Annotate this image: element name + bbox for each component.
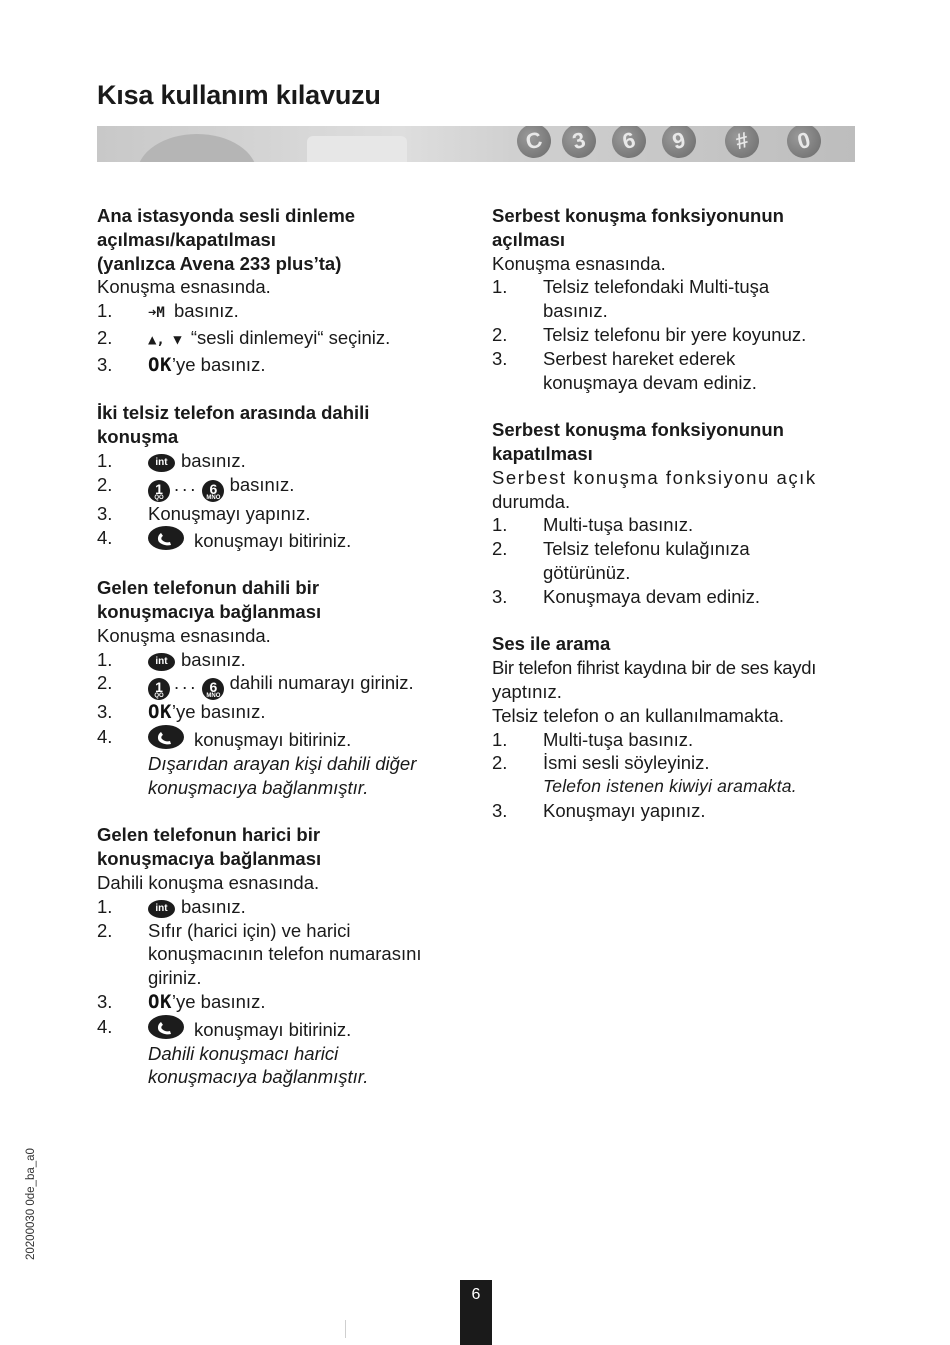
section-voice-dial	[492, 632, 857, 822]
left-column	[97, 204, 467, 1113]
list-item: 1. ➜M basınız.	[97, 300, 239, 322]
section-speaker-base	[97, 204, 467, 378]
key-1-icon: 1 QO	[148, 480, 170, 502]
list-item: 2. Telsiz telefonu kulağınıza götürünüz.	[492, 538, 750, 583]
section-intro: Serbest konuşma fonksiyonu açık durumda.	[492, 466, 817, 512]
keypad-key-9: 9	[658, 126, 700, 162]
section-transfer-internal	[97, 576, 467, 799]
section-handsfree-off	[492, 418, 857, 608]
list-item: 1. Telsiz telefondaki Multi-tuşa basınız.	[492, 276, 770, 322]
list-item: 3. OK’ye basınız.	[97, 353, 266, 376]
section-note: Dahili konuşmacı harici konuşmacıya bağlanmıştır.	[148, 1042, 369, 1088]
end-call-icon	[148, 725, 184, 749]
section-internal-call	[97, 401, 467, 552]
list-item: 1. Multi-tuşa basınız.	[492, 514, 694, 536]
list-item: 2. İsmi sesli söyleyiniz.	[492, 752, 710, 774]
handset-edge-shape	[137, 134, 257, 162]
list-item: 2. 1 QO ... 6 MNO dahili numarayı giriniz.	[97, 672, 414, 700]
end-call-icon	[148, 1015, 184, 1039]
page-title: Kısa kullanım kılavuzu	[97, 80, 381, 110]
key-6-icon: 6 MNO	[202, 678, 224, 700]
list-item: 2. 1 QO ... 6 MNO basınız.	[97, 473, 295, 501]
list-item: 1. int basınız.	[97, 895, 246, 917]
section-heading: Ses ile arama	[492, 633, 611, 655]
crop-mark	[345, 1320, 346, 1338]
document-code: 20200030 0de_ba_a0	[25, 1148, 37, 1260]
keypad-key-c: C	[513, 126, 555, 162]
list-item: 4. konuşmayı bitiriniz.	[97, 1015, 352, 1040]
list-item: 3. OK’ye basınız.	[97, 701, 266, 724]
list-item: 3. OK’ye basınız.	[97, 990, 266, 1013]
section-note: Telefon istenen kiwiyi aramakta.	[543, 776, 797, 797]
list-item: 3. Konuşmayı yapınız.	[97, 502, 311, 524]
list-item: 3. Serbest hareket ederek konuşmaya devam ediniz.	[492, 347, 757, 393]
list-item: 3. Konuşmayı yapınız.	[492, 799, 706, 821]
right-column	[492, 204, 857, 847]
section-intro: Bir telefon fihrist kaydına bir de ses kaydı yaptınız. Telsiz telefon o an kullanılmamakta.	[492, 657, 817, 726]
section-intro: Konuşma esnasında.	[97, 276, 271, 298]
section-intro: Konuşma esnasında.	[492, 252, 666, 274]
list-item: 1. int basınız.	[97, 449, 246, 471]
handset-display-shape	[307, 136, 407, 162]
keypad-key-hash: #	[721, 126, 763, 162]
key-1-icon: 1 QO	[148, 678, 170, 700]
ok-key-icon: OK	[148, 990, 172, 1013]
key-6-icon: 6 MNO	[202, 480, 224, 502]
list-item: 2. Sıfır (harici için) ve harici konuşmacının telefon numarasını giriniz.	[97, 919, 422, 989]
menu-arrow-icon: ➜M	[148, 305, 165, 322]
section-heading: Gelen telefonun dahili bir konuşmacıya bağlanması	[97, 577, 322, 622]
list-item: 3. Konuşmaya devam ediniz.	[492, 585, 760, 607]
page-number: 6	[460, 1280, 492, 1345]
list-item: 2. ▲, ▼ “sesli dinlemeyi“ seçiniz.	[97, 326, 391, 348]
section-heading: Serbest konuşma fonksiyonunun açılması	[492, 205, 784, 250]
list-item: 4. konuşmayı bitiriniz.	[97, 526, 352, 551]
keypad-key-3: 3	[558, 126, 600, 162]
end-call-icon	[148, 526, 184, 550]
int-key-icon: int	[148, 653, 175, 671]
section-note: Dışarıdan arayan kişi dahili diğer konuşmacıya bağlanmıştır.	[148, 752, 417, 798]
list-item: 4. konuşmayı bitiriniz.	[97, 726, 352, 751]
section-heading: Ana istasyonda sesli dinleme açılması/kapatılması (yanlızca Avena 233 plus’ta)	[97, 205, 356, 274]
section-heading: Gelen telefonun harici bir konuşmacıya bağlanması	[97, 824, 322, 870]
up-down-arrow-icon: ▲, ▼	[148, 331, 182, 348]
int-key-icon: int	[148, 900, 175, 918]
ok-key-icon: OK	[148, 353, 172, 376]
keypad-key-6: 6	[608, 126, 650, 162]
ok-key-icon: OK	[148, 701, 172, 724]
section-handsfree-on	[492, 204, 857, 394]
section-heading: Serbest konuşma fonksiyonunun kapatılması	[492, 419, 784, 464]
list-item: 2. Telsiz telefonu bir yere koyunuz.	[492, 323, 807, 345]
int-key-icon: int	[148, 454, 175, 472]
section-heading: İki telsiz telefon arasında dahili konuşma	[97, 402, 370, 448]
keypad-key-0: 0	[783, 126, 825, 162]
list-item: 1. int basınız.	[97, 648, 246, 670]
handset-keypad-banner	[97, 126, 855, 162]
section-intro: Konuşma esnasında.	[97, 624, 271, 646]
list-item: 1. Multi-tuşa basınız.	[492, 728, 694, 750]
section-intro: Dahili konuşma esnasında.	[97, 871, 320, 893]
section-transfer-external	[97, 823, 467, 1089]
